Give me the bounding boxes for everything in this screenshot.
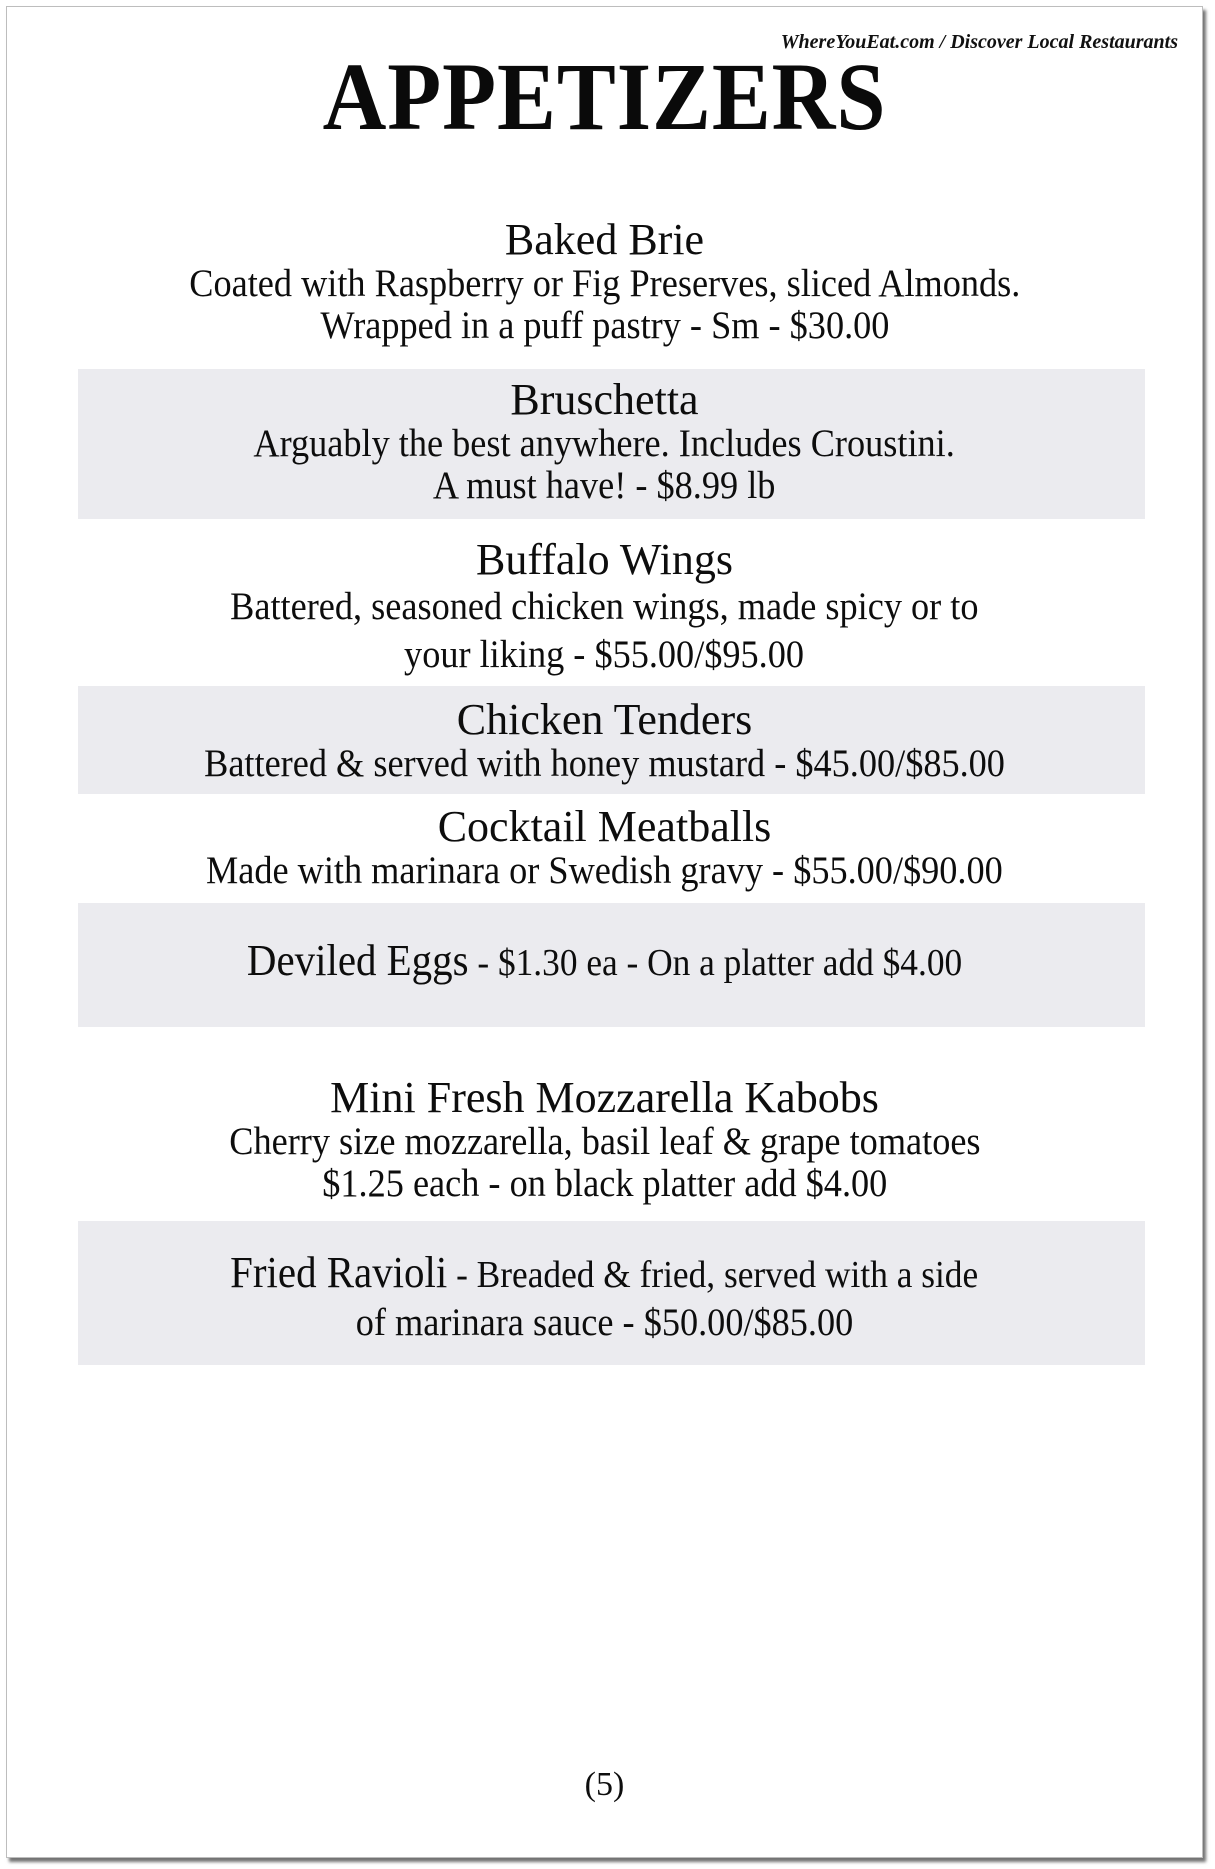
menu-item-cocktail-meatballs [7,804,1202,892]
menu-item-buffalo-wings [7,537,1202,679]
item-name: Cocktail Meatballs [437,802,772,851]
page-title: APPETIZERS [322,43,887,150]
menu-item-chicken-tenders [7,697,1202,785]
item-name: Mini Fresh Mozzarella Kabobs [330,1073,879,1122]
item-description: Arguably the best anywhere. Includes Croustini. [253,422,956,465]
site-tagline: WhereYouEat.com / Discover Local Restaurants [780,31,1178,53]
item-name: Deviled Eggs [246,936,469,985]
menu-item-baked-brie [7,217,1202,347]
item-price-line: Made with marinara or Swedish gravy - $55.00/$90.00 [206,849,1003,892]
item-price-line: Battered & served with honey mustard - $45.00/$85.00 [204,742,1005,785]
item-price-line: of marinara sauce - $50.00/$85.00 [355,1301,854,1344]
menu-item-fried-ravioli [7,1249,1202,1347]
item-name: Buffalo Wings [476,535,733,584]
item-name: Chicken Tenders [456,695,753,744]
page-number: (5) [584,1766,625,1803]
item-price-line: - $1.30 ea - On a platter add $4.00 [468,942,963,984]
menu-page [6,6,1203,1858]
item-description: Battered, seasoned chicken wings, made spicy or to [230,585,979,628]
item-name: Bruschetta [510,375,699,424]
menu-item-mozzarella-kabobs [7,1075,1202,1205]
item-description: - Breaded & fried, served with a side [447,1254,979,1296]
item-name: Fried Ravioli [230,1248,448,1297]
item-price-line: Wrapped in a puff pastry - Sm - $30.00 [319,304,890,347]
item-description: Cherry size mozzarella, basil leaf & grape tomatoes [228,1120,981,1163]
item-price-line: $1.25 each - on black platter add $4.00 [321,1162,888,1205]
item-price-line: your liking - $55.00/$95.00 [404,633,805,676]
item-price-line: A must have! - $8.99 lb [433,464,776,507]
menu-item-bruschetta [7,377,1202,507]
menu-item-deviled-eggs [7,936,1202,985]
item-name: Baked Brie [504,215,705,264]
item-description: Coated with Raspberry or Fig Preserves, sliced Almonds. [188,262,1021,305]
